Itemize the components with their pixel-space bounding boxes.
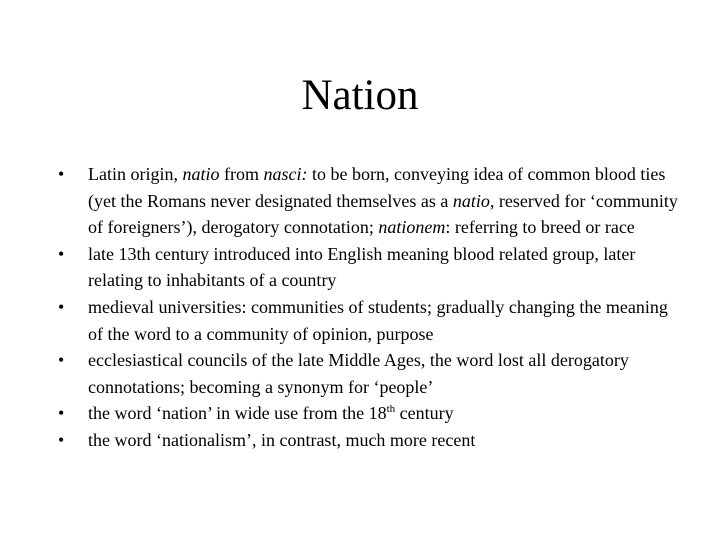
bullet-item: [58, 161, 678, 241]
bullet-text: [88, 350, 629, 397]
bullet-text-run: late 13th century introduced into English meaning blood related group, later relating to inhabitants of a country: [88, 243, 636, 291]
bullet-mark: •: [58, 350, 65, 371]
bullet-text-run: medieval universities: communities of students; gradually changing the meaning of the word to a community of opinion, purpose: [88, 296, 668, 344]
italic-term: nationem: [378, 217, 446, 238]
bullet-mark: •: [58, 243, 65, 264]
italic-term: nasci:: [263, 164, 308, 184]
bullet-text-run: from: [219, 164, 264, 184]
bullet-text-run: century: [395, 403, 454, 424]
bullet-text: [88, 430, 475, 450]
bullet-text-run: , reserved for ‘community of foreigners’), derogatory connotation;: [88, 190, 678, 238]
bullet-text-run: : referring to breed or race: [445, 217, 635, 238]
bullet-text-run: ecclesiastical councils of the late Middle Ages, the word lost all derogatory connotations; becoming a synonym for ‘people’: [88, 350, 629, 397]
bullet-mark: •: [58, 429, 65, 450]
bullet-item: [58, 347, 678, 400]
bullet-text: [88, 297, 668, 344]
bullet-text-run: Latin origin,: [88, 164, 183, 184]
bullet-text: [88, 403, 454, 423]
bullet-mark: •: [58, 403, 65, 424]
bullet-item: [58, 400, 678, 427]
bullet-text: [88, 244, 635, 291]
bullet-item: [58, 427, 678, 454]
italic-term: natio: [452, 190, 490, 211]
bullet-text-run: to be born, conveying idea of common blood ties (yet the Romans never designated themselves as a: [88, 164, 666, 211]
bullet-item: [58, 241, 678, 294]
bullet-text-run: the word ‘nation’ in wide use from the 18: [88, 403, 387, 424]
bullet-list: [58, 161, 678, 454]
slide-title: Nation: [301, 72, 419, 119]
superscript: th: [386, 403, 396, 416]
bullet-mark: •: [58, 296, 65, 317]
bullet-text: [88, 164, 678, 237]
italic-term: natio: [182, 164, 220, 184]
bullet-item: [58, 294, 678, 347]
bullet-text-run: the word ‘nationalism’, in contrast, much more recent: [88, 429, 476, 450]
bullet-mark: •: [58, 164, 65, 184]
